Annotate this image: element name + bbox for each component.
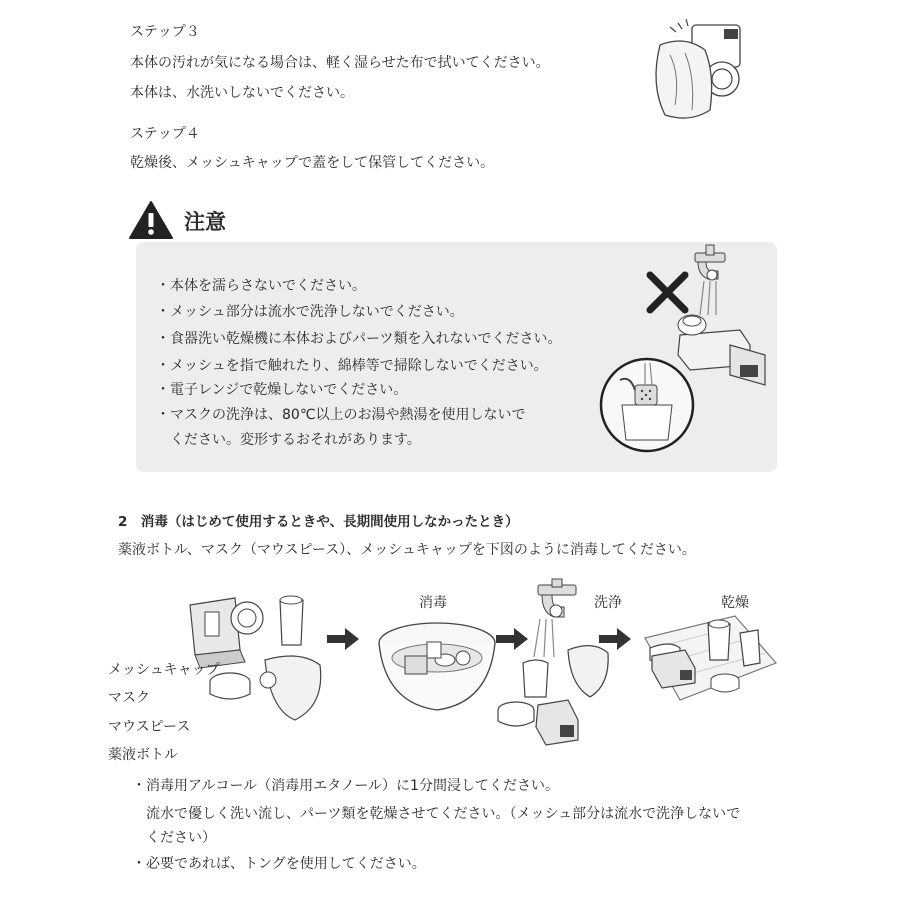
stage-label-wash: 洗浄 xyxy=(594,595,622,611)
warning-icon xyxy=(128,200,174,240)
caution-item: ・本体を濡らさないでください。 xyxy=(156,278,366,294)
caution-item: ・電子レンジで乾燥しないでください。 xyxy=(156,382,408,398)
caution-title: 注意 xyxy=(184,210,226,234)
note-line: ・必要であれば、トングを使用してください。 xyxy=(132,856,426,872)
no-water-illustration xyxy=(600,245,775,470)
part-label-mask: マスク xyxy=(108,690,150,706)
step3-heading: ステップ３ xyxy=(130,24,200,40)
section2-heading: 2 消毒（はじめて使用するときや、長期間使用しなかったとき） xyxy=(118,514,519,530)
dry-illustration xyxy=(640,608,780,708)
wiping-illustration xyxy=(640,15,760,130)
note-line: ください） xyxy=(132,830,216,846)
section2-intro: 薬液ボトル、マスク（マウスピース）、メッシュキャップを下図のように消毒してください。 xyxy=(118,542,696,558)
step3-line2: 本体は、水洗いしないでください。 xyxy=(130,85,354,101)
note-line: ・消毒用アルコール（消毒用エタノール）に1分間浸してください。 xyxy=(132,778,559,794)
arrow-right-icon xyxy=(599,628,631,650)
disinfect-bowl-illustration xyxy=(375,618,500,718)
part-label-bottle: 薬液ボトル xyxy=(108,747,178,763)
stage-label-disinfect: 消毒 xyxy=(419,595,447,611)
caution-item: ・食器洗い乾燥機に本体およびパーツ類を入れないでください。 xyxy=(156,331,562,347)
caution-item: ・メッシュ部分は流水で洗浄しないでください。 xyxy=(156,304,464,320)
caution-item: ・メッシュを指で触れたり、綿棒等で掃除しないでください。 xyxy=(156,358,548,374)
step4-line1: 乾燥後、メッシュキャップで蓋をして保管してください。 xyxy=(130,155,495,171)
arrow-right-icon xyxy=(327,628,359,650)
step4-heading: ステップ４ xyxy=(130,126,200,142)
caution-item: ください。変形するおそれがあります。 xyxy=(156,432,421,448)
stage-label-dry: 乾燥 xyxy=(721,595,749,611)
step3-line1: 本体の汚れが気になる場合は、軽く湿らせた布で拭いてください。 xyxy=(130,55,550,71)
caution-item: ・マスクの洗浄は、80℃以上のお湯や熱湯を使用しないで xyxy=(156,407,526,423)
note-line: 流水で優しく洗い流し、パーツ類を乾燥させてください。（メッシュ部分は流水で洗浄しないで xyxy=(132,806,741,822)
part-label-mesh-cap: メッシュキャップ xyxy=(108,662,220,678)
part-label-mouthpiece: マウスピース xyxy=(108,719,191,735)
wash-illustration xyxy=(498,585,613,760)
